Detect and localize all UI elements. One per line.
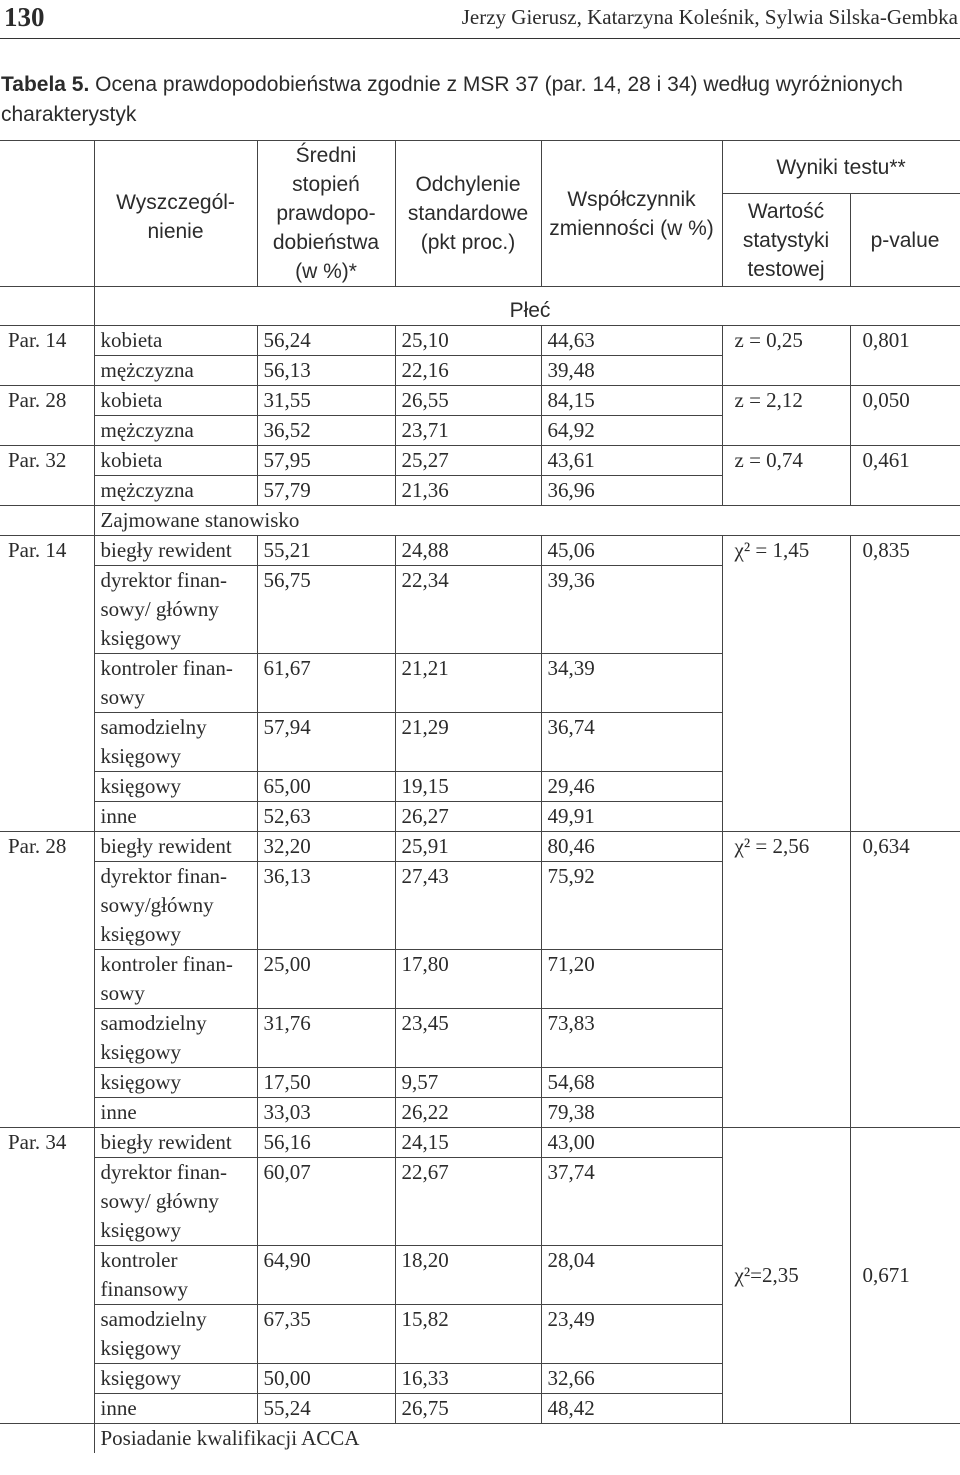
section-title-row [0,1424,960,1454]
running-header [0,0,960,39]
header-empty-corner [0,141,94,287]
row-label: kontroler finansowy [94,1246,257,1305]
results-table [0,140,960,1453]
cv-value: 29,46 [541,772,722,802]
header-std-deviation: Odchylenie standardowe (pkt proc.) [395,141,541,287]
mean-value: 25,00 [257,950,395,1009]
mean-value: 65,00 [257,772,395,802]
cv-value: 80,46 [541,832,722,862]
mean-value: 50,00 [257,1364,395,1394]
mean-value: 61,67 [257,654,395,713]
p-value: 0,050 [850,386,960,446]
running-header-authors: Jerzy Gierusz, Katarzyna Koleśnik, Sylwia Silska-Gembka [461,5,958,29]
sd-value: 26,27 [395,802,541,832]
mean-value: 56,16 [257,1128,395,1158]
row-label: biegły rewident [94,1128,257,1158]
sd-value: 25,91 [395,832,541,862]
row-label: samodzielny księgowy [94,1009,257,1068]
row-label: księgowy [94,1068,257,1098]
table-header-row [0,141,960,194]
sd-value: 21,29 [395,713,541,772]
p-value: 0,461 [850,446,960,506]
cv-value: 75,92 [541,862,722,950]
row-label: księgowy [94,1364,257,1394]
sd-value: 25,10 [395,326,541,356]
section-title-row [0,287,960,326]
row-label: samodzielny księgowy [94,713,257,772]
mean-value: 57,95 [257,446,395,476]
table-caption [1,70,946,130]
cv-value: 39,48 [541,356,722,386]
cv-value: 43,61 [541,446,722,476]
paragraph-label: Par. 14 [0,326,94,386]
mean-value: 56,13 [257,356,395,386]
paragraph-label: Par. 28 [0,832,94,1128]
cv-value: 23,49 [541,1305,722,1364]
row-label: kobieta [94,446,257,476]
cv-value: 36,96 [541,476,722,506]
mean-value: 57,79 [257,476,395,506]
sd-value: 23,71 [395,416,541,446]
mean-value: 55,24 [257,1394,395,1424]
cv-value: 37,74 [541,1158,722,1246]
mean-value: 52,63 [257,802,395,832]
paragraph-label: Par. 28 [0,386,94,446]
mean-value: 55,21 [257,536,395,566]
header-mean-probability: Średni stopień prawdopo-dobieństwa (w %)* [257,141,395,287]
section-title: Zajmowane stanowisko [94,506,960,536]
mean-value: 56,24 [257,326,395,356]
mean-value: 36,13 [257,862,395,950]
cv-value: 64,92 [541,416,722,446]
sd-value: 15,82 [395,1305,541,1364]
header-test-statistic: Wartość statystyki testowej [722,194,850,287]
p-value: 0,671 [850,1128,960,1424]
sd-value: 21,36 [395,476,541,506]
section-title-row [0,506,960,536]
mean-value: 33,03 [257,1098,395,1128]
row-label: mężczyzna [94,356,257,386]
cv-value: 45,06 [541,536,722,566]
sd-value: 24,88 [395,536,541,566]
row-label: mężczyzna [94,416,257,446]
mean-value: 31,55 [257,386,395,416]
cv-value: 73,83 [541,1009,722,1068]
test-statistic: χ² = 2,56 [722,832,850,1128]
row-label: mężczyzna [94,476,257,506]
test-statistic: χ²=2,35 [722,1128,850,1424]
sd-value: 19,15 [395,772,541,802]
table-caption-text: Ocena prawdopodobieństwa zgodnie z MSR 37 (par. 14, 28 i 34) według wyróżnionych charakterystyk [1,73,903,126]
table-row [0,386,960,416]
header-p-value: p-value [850,194,960,287]
mean-value: 32,20 [257,832,395,862]
table-caption-label: Tabela 5. [1,73,90,96]
cv-value: 34,39 [541,654,722,713]
sd-value: 17,80 [395,950,541,1009]
cv-value: 54,68 [541,1068,722,1098]
cv-value: 39,36 [541,566,722,654]
table-row [0,1128,960,1158]
test-statistic: z = 2,12 [722,386,850,446]
mean-value: 31,76 [257,1009,395,1068]
header-test-results: Wyniki testu** [722,141,960,194]
table-row [0,446,960,476]
sd-value: 16,33 [395,1364,541,1394]
sd-value: 24,15 [395,1128,541,1158]
cv-value: 44,63 [541,326,722,356]
page-number: 130 [4,2,45,32]
sd-value: 22,67 [395,1158,541,1246]
row-label: księgowy [94,772,257,802]
p-value: 0,634 [850,832,960,1128]
cv-value: 36,74 [541,713,722,772]
mean-value: 56,75 [257,566,395,654]
row-label: inne [94,802,257,832]
section-spacer-cell [0,1424,94,1454]
mean-value: 57,94 [257,713,395,772]
test-statistic: χ² = 1,45 [722,536,850,832]
row-label: dyrektor finan-sowy/główny księgowy [94,862,257,950]
cv-value: 71,20 [541,950,722,1009]
sd-value: 27,43 [395,862,541,950]
row-label: dyrektor finan-sowy/ główny księgowy [94,566,257,654]
paragraph-label: Par. 32 [0,446,94,506]
paragraph-label: Par. 14 [0,536,94,832]
sd-value: 21,21 [395,654,541,713]
mean-value: 67,35 [257,1305,395,1364]
cv-value: 49,91 [541,802,722,832]
row-label: biegły rewident [94,832,257,862]
sd-value: 26,75 [395,1394,541,1424]
row-label: inne [94,1098,257,1128]
sd-value: 25,27 [395,446,541,476]
row-label: kobieta [94,386,257,416]
p-value: 0,835 [850,536,960,832]
section-title: Posiadanie kwalifikacji ACCA [94,1424,960,1454]
row-label: biegły rewident [94,536,257,566]
mean-value: 17,50 [257,1068,395,1098]
test-statistic: z = 0,74 [722,446,850,506]
row-label: kontroler finan-sowy [94,950,257,1009]
row-label: samodzielny księgowy [94,1305,257,1364]
mean-value: 36,52 [257,416,395,446]
cv-value: 48,42 [541,1394,722,1424]
header-specification: Wyszczegól-nienie [94,141,257,287]
section-spacer-cell [0,506,94,536]
mean-value: 64,90 [257,1246,395,1305]
sd-value: 22,16 [395,356,541,386]
mean-value: 60,07 [257,1158,395,1246]
sd-value: 18,20 [395,1246,541,1305]
sd-value: 23,45 [395,1009,541,1068]
table-row [0,832,960,862]
row-label: kobieta [94,326,257,356]
section-title: Płeć [94,287,960,326]
cv-value: 28,04 [541,1246,722,1305]
test-statistic: z = 0,25 [722,326,850,386]
table-row [0,326,960,356]
row-label: kontroler finan-sowy [94,654,257,713]
section-spacer-cell [0,287,94,326]
cv-value: 32,66 [541,1364,722,1394]
cv-value: 43,00 [541,1128,722,1158]
cv-value: 79,38 [541,1098,722,1128]
table-row [0,536,960,566]
header-coefficient-variation: Współczynnik zmienności (w %) [541,141,722,287]
row-label: dyrektor finan-sowy/ główny księgowy [94,1158,257,1246]
cv-value: 84,15 [541,386,722,416]
sd-value: 26,22 [395,1098,541,1128]
sd-value: 22,34 [395,566,541,654]
sd-value: 9,57 [395,1068,541,1098]
p-value: 0,801 [850,326,960,386]
paragraph-label: Par. 34 [0,1128,94,1424]
row-label: inne [94,1394,257,1424]
sd-value: 26,55 [395,386,541,416]
